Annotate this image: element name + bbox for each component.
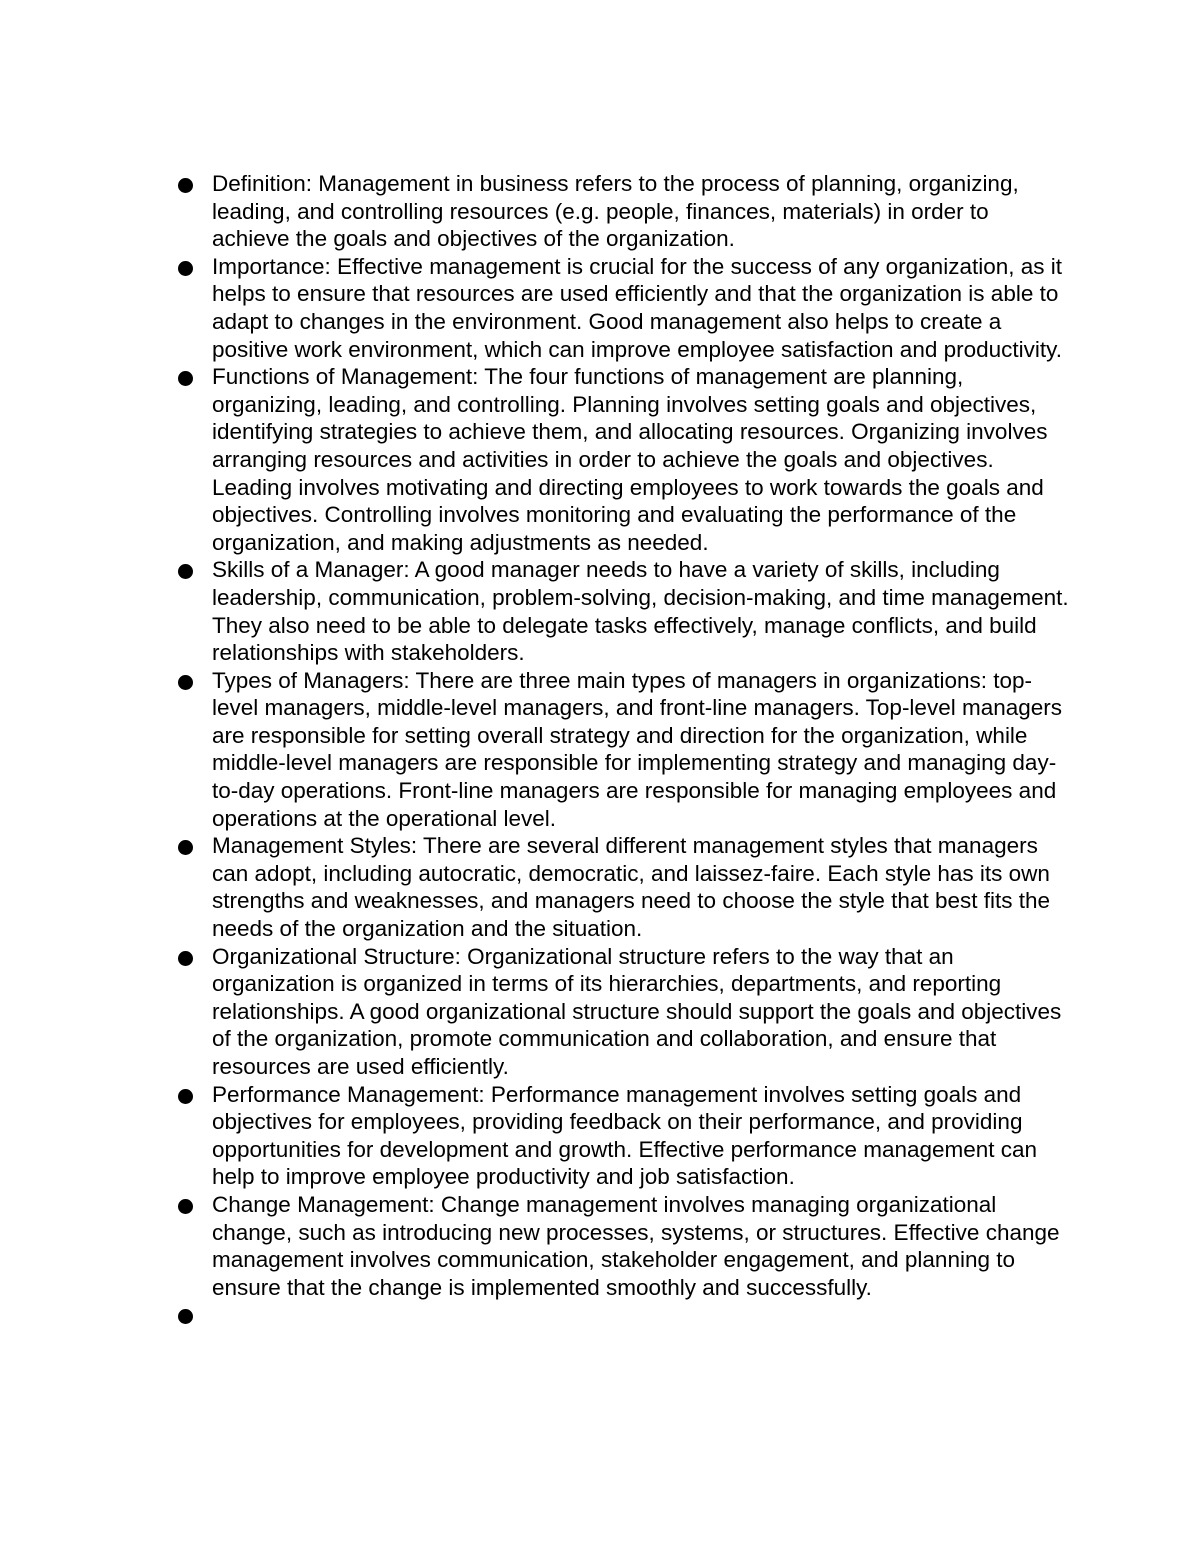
bullet-dot-icon	[178, 564, 193, 579]
bullet-list	[172, 170, 1072, 1329]
list-item-text: Management Styles: There are several different management styles that managers can adopt, including autocratic, democratic, and laissez-faire. Each style has its own strengths and weaknesses, and managers need to choose the style that best fits the needs of the organization and the situation.	[212, 833, 1051, 942]
list-item	[172, 253, 1072, 363]
bullet-dot-icon	[178, 675, 193, 690]
list-item	[172, 943, 1072, 1081]
list-item-text: Importance: Effective management is crucial for the success of any organization, as it helps to ensure that resources are used efficiently and that the organization is able to adapt to changes in the environment. Good management also helps to create a positive work environment, which can improve employee satisfaction and productivity.	[212, 253, 1063, 362]
list-item-text: Change Management: Change management involves managing organizational change, such as introducing new processes, systems, or structures. Effective change management involves communication, stakeholder engagement, and planning to ensure that the change is implemented smoothly and successfully.	[212, 1191, 1060, 1300]
list-item	[172, 832, 1072, 942]
list-item	[172, 1191, 1072, 1301]
list-item	[172, 170, 1072, 253]
bullet-dot-icon	[178, 951, 193, 966]
list-item	[172, 1081, 1072, 1191]
list-item-text: Definition: Management in business refers to the process of planning, organizing, leading, and controlling resources (e.g. people, finances, materials) in order to achieve the goals and objectives of the organization.	[212, 171, 1019, 252]
list-item	[172, 363, 1072, 556]
list-item-text: Functions of Management: The four functions of management are planning, organizing, leading, and controlling. Planning involves setting goals and objectives, identifying strategies to achieve them, and allocating resources. Organizing involves arranging resources and activities in order to achieve the goals and objectives. Leading involves motivating and directing employees to work towards the goals and objectives. Controlling involves monitoring and evaluating the performance of the organization, and making adjustments as needed.	[212, 364, 1048, 555]
list-item-text: Types of Managers: There are three main types of managers in organizations: top-level managers, middle-level managers, and front-line managers. Top-level managers are responsible for setting overall strategy and direction for the organization, while middle-level managers are responsible for implementing strategy and managing day-to-day operations. Front-line managers are responsible for managing employees and operations at the operational level.	[212, 667, 1063, 831]
bullet-dot-icon	[178, 1199, 193, 1214]
bullet-dot-icon	[178, 371, 193, 386]
bullet-dot-icon	[178, 1309, 193, 1324]
bullet-dot-icon	[178, 178, 193, 193]
list-item	[172, 556, 1072, 666]
list-item-empty	[172, 1301, 1072, 1329]
bullet-dot-icon	[178, 261, 193, 276]
list-item-text: Performance Management: Performance management involves setting goals and objectives for employees, providing feedback on their performance, and providing opportunities for development and growth. Effective performance management can help to improve employee productivity and job satisfaction.	[212, 1081, 1038, 1190]
list-item-text: Organizational Structure: Organizational structure refers to the way that an organization is organized in terms of its hierarchies, departments, and reporting relationships. A good organizational structure should support the goals and objectives of the organization, promote communication and collaboration, and ensure that resources are used efficiently.	[212, 943, 1062, 1079]
list-item-text	[212, 1301, 1072, 1329]
list-item	[172, 667, 1072, 833]
list-item-text: Skills of a Manager: A good manager needs to have a variety of skills, including leadership, communication, problem-solving, decision-making, and time management. They also need to be able to delegate tasks effectively, manage conflicts, and build relationships with stakeholders.	[212, 557, 1069, 666]
bullet-dot-icon	[178, 1089, 193, 1104]
bullet-dot-icon	[178, 840, 193, 855]
